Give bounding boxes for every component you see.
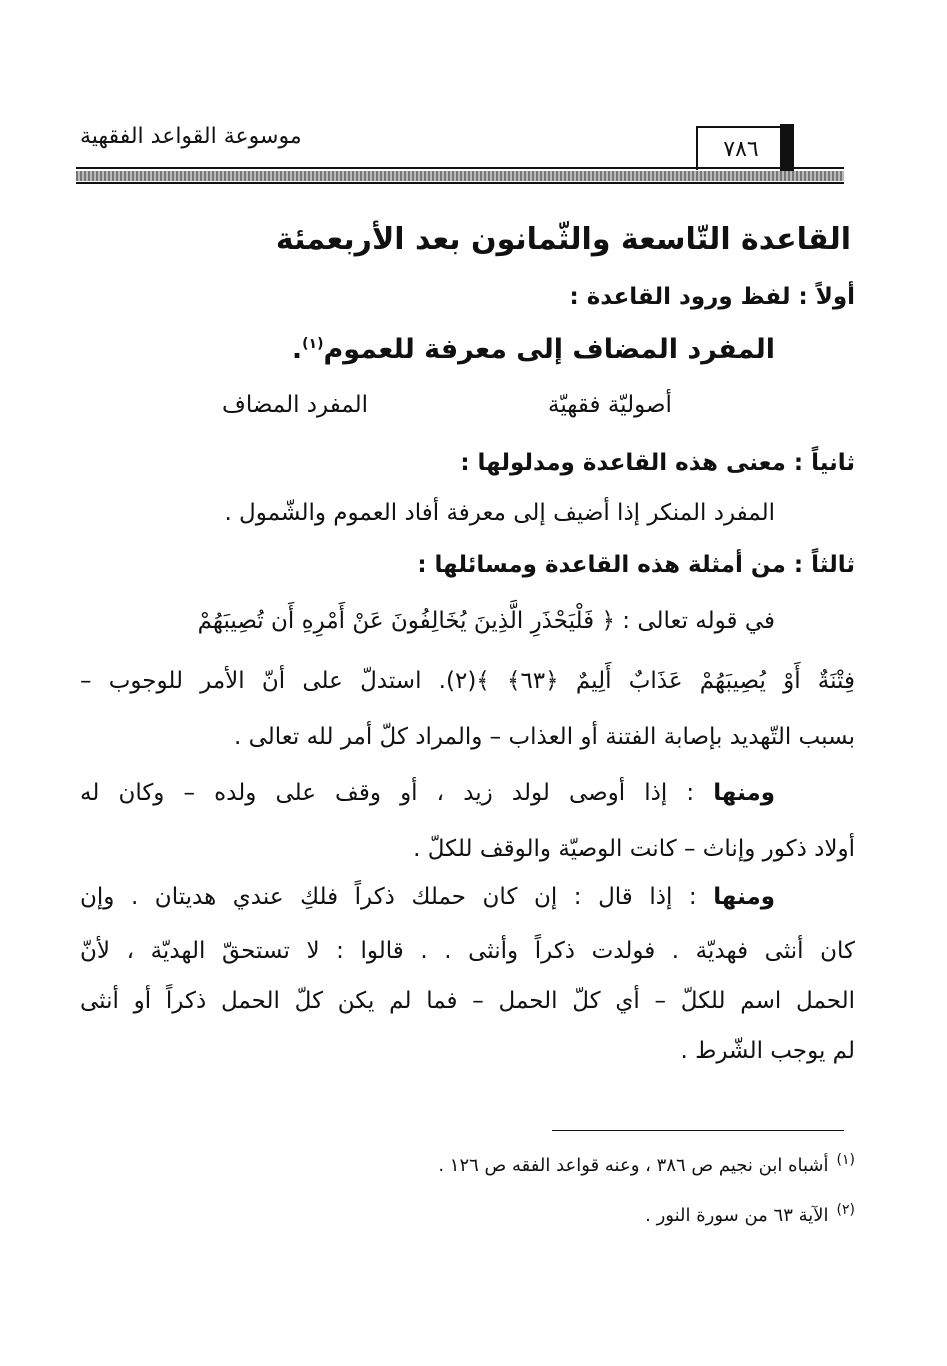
footnote-2 bbox=[645, 1202, 855, 1226]
footnote-separator bbox=[552, 1130, 844, 1131]
rule-statement bbox=[292, 334, 775, 365]
example-3-line-1 bbox=[80, 884, 775, 910]
rule-category: أصوليّة فقهيّة bbox=[548, 392, 672, 418]
rule-keyword: المفرد المضاف bbox=[222, 392, 369, 418]
example-3-lead: ومنها bbox=[713, 884, 775, 910]
example-1-line-2: فِتْنَةٌ أَوْ يُصِيبَهُمْ عَذَابٌ أَلِيمٌ ﴿٦٣﴾ ﴾(٢). استدلّ على أنّ الأمر للوجوب – bbox=[80, 668, 855, 694]
example-3-line-2: كان أنثى فهديّة . فولدت ذكراً وأنثى . . قالوا : لا تستحقّ الهديّة ، لأنّ bbox=[80, 938, 855, 964]
example-1-line-3: بسبب التّهديد بإصابة الفتنة أو العذاب – والمراد كلّ أمر لله تعالى . bbox=[233, 724, 855, 750]
meaning-text: المفرد المنكر إذا أضيف إلى معرفة أفاد العموم والشّمول . bbox=[224, 500, 775, 526]
footnote-2-mark: (٢) bbox=[836, 1202, 855, 1218]
example-2-text: : إذا أوصى لولد زيد ، أو وقف على ولده – وكان له bbox=[80, 780, 695, 806]
rule-statement-end: . bbox=[291, 334, 303, 365]
rule-title: القاعدة التّاسعة والثّمانون بعد الأربعمئة bbox=[275, 222, 851, 257]
example-2-line-1 bbox=[80, 780, 775, 806]
header-rule-top bbox=[76, 167, 844, 169]
section-heading-2: ثانياً : معنى هذه القاعدة ومدلولها : bbox=[460, 450, 855, 476]
footnote-2-text: الآية ٦٣ من سورة النور . bbox=[645, 1205, 829, 1226]
example-3-text: : إذا قال : إن كان حملك ذكراً فلكِ عندي هديتان . وإن bbox=[80, 884, 697, 910]
page-number: ٧٨٦ bbox=[696, 126, 786, 170]
section-heading-1: أولاً : لفظ ورود القاعدة : bbox=[569, 284, 855, 310]
header-pattern-band bbox=[76, 171, 844, 181]
header-rule-bottom bbox=[76, 182, 844, 184]
example-2-line-2: أولاد ذكور وإناث – كانت الوصيّة والوقف للكلّ . bbox=[413, 836, 855, 862]
example-3-line-4: لم يوجب الشّرط . bbox=[680, 1038, 855, 1064]
footnote-1 bbox=[438, 1152, 855, 1176]
rule-statement-text: المفرد المضاف إلى معرفة للعموم bbox=[323, 334, 775, 365]
example-3-line-3: الحمل اسم للكلّ – أي كلّ الحمل – فما لم يكن كلّ الحمل ذكراً أو أنثى bbox=[80, 988, 855, 1014]
footnote-1-mark: (١) bbox=[836, 1152, 855, 1168]
example-1-line-1: في قوله تعالى : ﴿ فَلْيَحْذَرِ الَّذِينَ يُخَالِفُونَ عَنْ أَمْرِهِ أَن تُصِيبَهُمْ bbox=[197, 608, 775, 634]
running-header-book-title: موسوعة القواعد الفقهية bbox=[80, 124, 302, 149]
footnote-ref-1: (١) bbox=[302, 336, 324, 352]
example-2-lead: ومنها bbox=[713, 780, 776, 806]
footnote-1-text: أشباه ابن نجيم ص ٣٨٦ ، وعنه قواعد الفقه ص ١٢٦ . bbox=[438, 1155, 829, 1176]
section-heading-3: ثالثاً : من أمثلة هذه القاعدة ومسائلها : bbox=[417, 552, 855, 578]
